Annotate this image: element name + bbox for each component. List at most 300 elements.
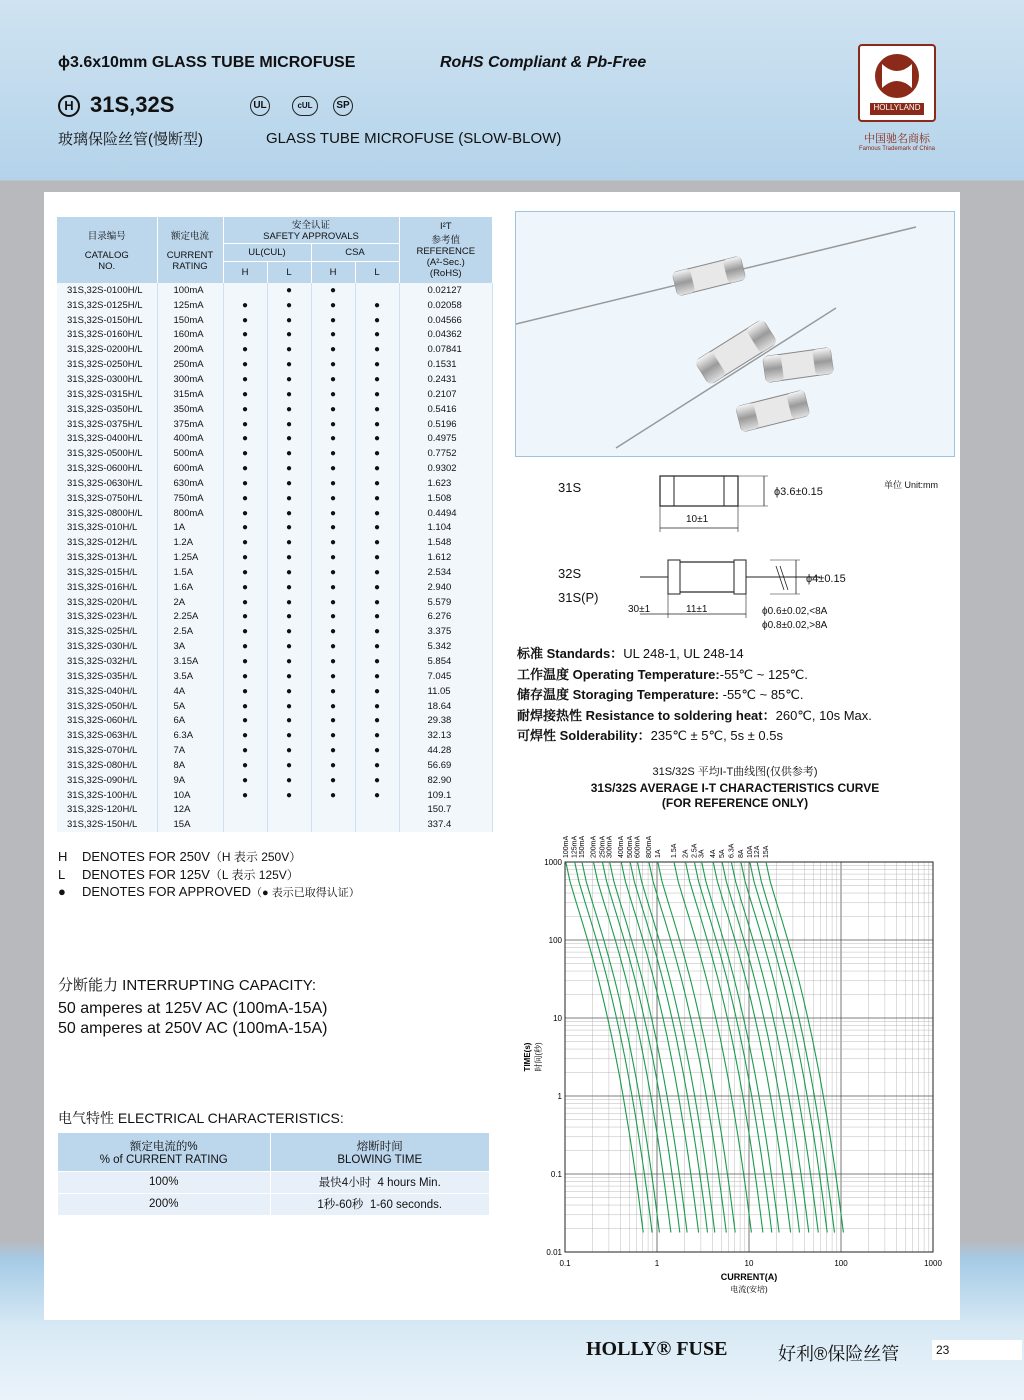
current-rating: 315mA (157, 387, 223, 402)
logo-en: Famous Trademark of China (858, 146, 936, 152)
curve-label: 1.5A (670, 843, 678, 858)
ul-l-mark: ● (267, 713, 311, 728)
ul-l-mark: ● (267, 402, 311, 417)
ul-l-mark: ● (267, 758, 311, 773)
ul-l-mark: ● (267, 491, 311, 506)
x-tick-label: 1000 (924, 1259, 942, 1268)
csa-h-mark: ● (311, 431, 355, 446)
current-rating: 3A (157, 639, 223, 654)
curve-label: 2A (682, 849, 690, 858)
current-rating: 100mA (157, 283, 223, 298)
current-rating: 12A (157, 803, 223, 818)
current-rating: 6A (157, 713, 223, 728)
table-row (57, 387, 493, 402)
csa-h-mark: ● (311, 758, 355, 773)
catalog-no: 31S,32S-0250H/L (57, 357, 157, 372)
csa-h-mark: ● (311, 713, 355, 728)
ul-l-mark (267, 817, 311, 832)
ul-l-mark (267, 803, 311, 818)
curve-label: 10A (746, 845, 754, 858)
curve-label: 800mA (645, 835, 653, 858)
csa-h-mark: ● (311, 476, 355, 491)
csa-l-mark: ● (355, 387, 399, 402)
curve-label: 400mA (618, 835, 626, 858)
catalog-no: 31S,32S-0315H/L (57, 387, 157, 402)
ul-l-mark: ● (267, 743, 311, 758)
x-tick-label: 100 (834, 1259, 848, 1268)
catalog-no: 31S,32S-030H/L (57, 639, 157, 654)
ul-h-mark: ● (223, 654, 267, 669)
current-rating: 9A (157, 773, 223, 788)
ul-h-mark: ● (223, 357, 267, 372)
catalog-no: 31S,32S-0160H/L (57, 328, 157, 343)
col-reference: I²T 参考值 REFERENCE (A²-Sec.) (RoHS) (399, 217, 493, 283)
catalog-no: 31S,32S-032H/L (57, 654, 157, 669)
table-row (57, 610, 493, 625)
ul-h-mark: ● (223, 565, 267, 580)
csa-l-mark: ● (355, 699, 399, 714)
col-ul-h: H (223, 261, 267, 283)
table-row (57, 624, 493, 639)
current-rating: 6.3A (157, 728, 223, 743)
table-row (57, 313, 493, 328)
ul-l-mark: ● (267, 372, 311, 387)
product-photo (515, 211, 955, 457)
catalog-no: 31S,32S-0750H/L (57, 491, 157, 506)
csa-l-mark: ● (355, 417, 399, 432)
ul-h-mark: ● (223, 684, 267, 699)
curve-600mA (637, 862, 714, 1233)
csa-h-mark: ● (311, 565, 355, 580)
ul-h-mark: ● (223, 758, 267, 773)
csa-h-mark: ● (311, 342, 355, 357)
ul-h-mark: ● (223, 580, 267, 595)
table-row (57, 372, 493, 387)
table-row: 100% 最快4小时 4 hours Min. (58, 1171, 490, 1193)
electrical-title: 电气特性 ELECTRICAL CHARACTERISTICS: (58, 1110, 344, 1126)
ul-l-mark: ● (267, 550, 311, 565)
curve-label: 250mA (599, 835, 607, 858)
curve-150mA (582, 862, 659, 1233)
model-title (58, 92, 174, 118)
current-rating: 2A (157, 595, 223, 610)
catalog-no: 31S,32S-015H/L (57, 565, 157, 580)
curve-label: 8A (737, 849, 745, 858)
csa-l-mark: ● (355, 713, 399, 728)
i2t-value: 7.045 (399, 669, 493, 684)
col-csa-h: H (311, 261, 355, 283)
csa-h-mark: ● (311, 610, 355, 625)
csa-l-mark: ● (355, 669, 399, 684)
ul-l-mark: ● (267, 773, 311, 788)
csa-h-mark: ● (311, 417, 355, 432)
curve-label: 15A (762, 845, 770, 858)
current-rating: 800mA (157, 506, 223, 521)
csa-l-mark: ● (355, 342, 399, 357)
model-number: 31S,32S (90, 92, 175, 117)
table-row (57, 298, 493, 313)
csa-l-mark: ● (355, 639, 399, 654)
catalog-no: 31S,32S-050H/L (57, 699, 157, 714)
csa-l-mark: ● (355, 298, 399, 313)
i2t-value: 29.38 (399, 713, 493, 728)
x-tick-label: 1 (654, 1259, 660, 1268)
i2t-value: 0.9302 (399, 461, 493, 476)
drawing-31s-label: 31S (558, 480, 582, 495)
wire-diameter-large: ϕ0.8±0.02,>8A (762, 620, 828, 631)
csa-h-mark: ● (311, 639, 355, 654)
table-row (57, 728, 493, 743)
ul-l-mark: ● (267, 357, 311, 372)
catalog-no: 31S,32S-0150H/L (57, 313, 157, 328)
table-row (57, 743, 493, 758)
curve-300mA (610, 862, 687, 1233)
table-row (57, 357, 493, 372)
csa-l-mark: ● (355, 550, 399, 565)
i2t-value: 82.90 (399, 773, 493, 788)
current-rating: 3.5A (157, 669, 223, 684)
ul-l-mark: ● (267, 654, 311, 669)
ul-l-mark: ● (267, 446, 311, 461)
drawing-31sp-label: 31S(P) (558, 590, 599, 605)
catalog-no: 31S,32S-063H/L (57, 728, 157, 743)
csa-l-mark (355, 803, 399, 818)
csa-l-mark: ● (355, 431, 399, 446)
current-rating: 300mA (157, 372, 223, 387)
table-row (57, 639, 493, 654)
legend-l: L DENOTES FOR 125V（L 表示 125V） (58, 867, 299, 882)
catalog-no: 31S,32S-0350H/L (57, 402, 157, 417)
i2t-value: 0.1531 (399, 357, 493, 372)
h-logo-icon: H (58, 95, 80, 117)
footer-brand-cn: 好利®保险丝管 (778, 1344, 900, 1364)
curve-label: 600mA (634, 835, 642, 858)
catalog-no: 31S,32S-040H/L (57, 684, 157, 699)
ul-h-mark: ● (223, 535, 267, 550)
table-row (57, 446, 493, 461)
ul-l-mark: ● (267, 580, 311, 595)
y-tick-label: 10 (553, 1014, 562, 1023)
csa-h-mark: ● (311, 402, 355, 417)
ul-h-mark: ● (223, 639, 267, 654)
col-rating: 额定电流 CURRENT RATING (157, 217, 223, 283)
i2t-value: 2.534 (399, 565, 493, 580)
catalog-no: 31S,32S-080H/L (57, 758, 157, 773)
csa-l-mark (355, 817, 399, 832)
csa-l-mark: ● (355, 357, 399, 372)
csa-h-mark: ● (311, 684, 355, 699)
current-rating: 600mA (157, 461, 223, 476)
curve-label: 3A (698, 849, 706, 858)
current-rating: 4A (157, 684, 223, 699)
catalog-no: 31S,32S-0800H/L (57, 506, 157, 521)
current-rating: 750mA (157, 491, 223, 506)
curve-label: 12A (754, 845, 762, 858)
table-row (57, 491, 493, 506)
table-row (57, 684, 493, 699)
csa-l-mark (355, 283, 399, 298)
i2t-value: 1.508 (399, 491, 493, 506)
ul-l-mark: ● (267, 461, 311, 476)
ul-l-mark: ● (267, 506, 311, 521)
csa-h-mark: ● (311, 743, 355, 758)
csa-h-mark: ● (311, 699, 355, 714)
current-rating: 8A (157, 758, 223, 773)
ul-h-mark: ● (223, 431, 267, 446)
current-rating: 5A (157, 699, 223, 714)
ul-l-mark: ● (267, 387, 311, 402)
ul-h-mark: ● (223, 521, 267, 536)
csa-h-mark: ● (311, 728, 355, 743)
catalog-no: 31S,32S-010H/L (57, 521, 157, 536)
ul-h-mark: ● (223, 328, 267, 343)
current-rating: 200mA (157, 342, 223, 357)
catalog-no: 31S,32S-035H/L (57, 669, 157, 684)
ul-l-mark: ● (267, 417, 311, 432)
it-curve-chart (520, 818, 950, 1298)
y-tick-label: 1 (557, 1092, 562, 1101)
current-rating: 630mA (157, 476, 223, 491)
csa-l-mark: ● (355, 461, 399, 476)
table-row (57, 402, 493, 417)
ul-h-mark (223, 283, 267, 298)
i2t-value: 32.13 (399, 728, 493, 743)
i2t-value: 0.07841 (399, 342, 493, 357)
ul-h-mark: ● (223, 728, 267, 743)
ul-h-mark: ● (223, 476, 267, 491)
csa-l-mark: ● (355, 506, 399, 521)
current-rating: 1.5A (157, 565, 223, 580)
y-axis-label-cn: 时间(秒) (534, 1042, 543, 1072)
current-rating: 2.25A (157, 610, 223, 625)
csa-h-mark: ● (311, 313, 355, 328)
title-cn: 玻璃保险丝管(慢断型) (58, 131, 203, 148)
csa-h-mark (311, 803, 355, 818)
interrupting-250v: 50 amperes at 250V AC (100mA-15A) (58, 1020, 328, 1037)
table-row (57, 461, 493, 476)
i2t-value: 0.5416 (399, 402, 493, 417)
current-rating: 400mA (157, 431, 223, 446)
ul-h-mark: ● (223, 298, 267, 313)
ul-l-mark: ● (267, 565, 311, 580)
ul-h-mark: ● (223, 387, 267, 402)
csa-h-mark: ● (311, 328, 355, 343)
legend-h: H DENOTES FOR 250V（H 表示 250V） (58, 849, 302, 864)
x-axis-label: CURRENT(A) (720, 1272, 778, 1282)
csa-l-mark: ● (355, 580, 399, 595)
catalog-no: 31S,32S-0630H/L (57, 476, 157, 491)
i2t-value: 1.612 (399, 550, 493, 565)
table-row (57, 550, 493, 565)
col-csa: CSA (311, 243, 399, 261)
i2t-value: 0.04566 (399, 313, 493, 328)
i2t-value: 11.05 (399, 684, 493, 699)
ul-h-mark (223, 817, 267, 832)
catalog-no: 31S,32S-013H/L (57, 550, 157, 565)
ul-cert-icon: UL (250, 96, 270, 116)
table-row (57, 699, 493, 714)
i2t-value: 18.64 (399, 699, 493, 714)
catalog-no: 31S,32S-090H/L (57, 773, 157, 788)
table-row (57, 580, 493, 595)
ul-h-mark: ● (223, 773, 267, 788)
i2t-value: 337.4 (399, 817, 493, 832)
unit-label: 单位 Unit:mm (884, 480, 939, 490)
ul-l-mark: ● (267, 788, 311, 803)
table-row (57, 506, 493, 521)
table-row (57, 565, 493, 580)
curve-label: 500mA (627, 835, 635, 858)
interrupting-title: 分断能力 INTERRUPTING CAPACITY: (58, 977, 317, 994)
ul-l-mark: ● (267, 595, 311, 610)
csa-l-mark: ● (355, 565, 399, 580)
ul-h-mark: ● (223, 713, 267, 728)
ul-h-mark: ● (223, 446, 267, 461)
ul-h-mark: ● (223, 743, 267, 758)
interrupting-125v: 50 amperes at 125V AC (100mA-15A) (58, 1000, 328, 1017)
ul-l-mark: ● (267, 431, 311, 446)
csa-l-mark: ● (355, 773, 399, 788)
current-rating: 1.6A (157, 580, 223, 595)
ul-l-mark: ● (267, 624, 311, 639)
ul-l-mark: ● (267, 728, 311, 743)
csa-l-mark: ● (355, 743, 399, 758)
ul-h-mark: ● (223, 313, 267, 328)
i2t-value: 109.1 (399, 788, 493, 803)
catalog-no: 31S,32S-0300H/L (57, 372, 157, 387)
curve-100mA (566, 862, 643, 1233)
table-row: 200% 1秒-60秒 1-60 seconds. (58, 1193, 490, 1215)
s32-body-length: 11±1 (686, 604, 708, 615)
ul-h-mark: ● (223, 610, 267, 625)
ul-h-mark: ● (223, 461, 267, 476)
i2t-value: 0.04362 (399, 328, 493, 343)
current-rating: 500mA (157, 446, 223, 461)
current-rating: 160mA (157, 328, 223, 343)
csa-h-mark: ● (311, 773, 355, 788)
curve-label: 150mA (578, 835, 586, 858)
curve-label: 200mA (590, 835, 598, 858)
ul-h-mark: ● (223, 699, 267, 714)
drawing-32s-label: 32S (558, 566, 582, 581)
logo-cn: 中国驰名商标 (864, 133, 930, 145)
catalog-no: 31S,32S-016H/L (57, 580, 157, 595)
table-row (57, 342, 493, 357)
csa-l-mark: ● (355, 476, 399, 491)
table-row (57, 595, 493, 610)
csa-h-mark: ● (311, 669, 355, 684)
csa-h-mark: ● (311, 535, 355, 550)
ul-l-mark: ● (267, 342, 311, 357)
curve-3A (702, 862, 779, 1233)
i2t-value: 0.2107 (399, 387, 493, 402)
table-row (57, 713, 493, 728)
ul-l-mark: ● (267, 313, 311, 328)
catalog-table (57, 217, 493, 832)
i2t-value: 6.276 (399, 610, 493, 625)
table-row (57, 476, 493, 491)
electrical-table (58, 1133, 490, 1215)
i2t-value: 0.7752 (399, 446, 493, 461)
catalog-no: 31S,32S-060H/L (57, 713, 157, 728)
i2t-value: 0.02058 (399, 298, 493, 313)
wire-diameter-small: ϕ0.6±0.02,<8A (762, 606, 828, 617)
ul-h-mark: ● (223, 342, 267, 357)
csa-h-mark (311, 817, 355, 832)
curve-label: 100mA (562, 835, 570, 858)
y-axis-label: TIME(s) (523, 1042, 532, 1072)
csa-l-mark: ● (355, 491, 399, 506)
table-row (57, 521, 493, 536)
csa-l-mark: ● (355, 758, 399, 773)
ul-h-mark: ● (223, 550, 267, 565)
table-row (57, 669, 493, 684)
csa-h-mark: ● (311, 387, 355, 402)
csa-l-mark: ● (355, 521, 399, 536)
ul-l-mark: ● (267, 328, 311, 343)
ul-h-mark: ● (223, 669, 267, 684)
curve-label: 125mA (571, 835, 579, 858)
solderability-line: 可焊性 Solderability：235℃ ± 5℃, 5s ± 0.5s (517, 728, 784, 743)
curve-200mA (594, 862, 671, 1233)
csa-h-mark: ● (311, 580, 355, 595)
cul-cert-icon: cUL (292, 96, 318, 116)
curve-label: 1A (654, 849, 662, 858)
csa-cert-icon: SP (333, 96, 353, 116)
ul-h-mark: ● (223, 506, 267, 521)
chart-title-en: 31S/32S AVERAGE I-T CHARACTERISTICS CURVE (590, 781, 880, 795)
current-rating: 3.15A (157, 654, 223, 669)
i2t-value: 2.940 (399, 580, 493, 595)
header-title: ϕ3.6x10mm GLASS TUBE MICROFUSE (58, 54, 356, 71)
catalog-no: 31S,32S-0100H/L (57, 283, 157, 298)
ul-l-mark: ● (267, 699, 311, 714)
curve-label: 6.3A (728, 843, 736, 858)
i2t-value: 56.69 (399, 758, 493, 773)
ul-h-mark: ● (223, 491, 267, 506)
legend-approved: ● DENOTES FOR APPROVED（● 表示已取得认证） (58, 884, 360, 899)
ul-l-mark: ● (267, 521, 311, 536)
y-tick-label: 0.1 (550, 1170, 562, 1179)
catalog-table-body (57, 283, 493, 832)
ul-l-mark: ● (267, 535, 311, 550)
catalog-no: 31S,32S-0500H/L (57, 446, 157, 461)
ul-l-mark: ● (267, 639, 311, 654)
csa-l-mark: ● (355, 788, 399, 803)
csa-l-mark: ● (355, 684, 399, 699)
csa-h-mark: ● (311, 595, 355, 610)
csa-l-mark: ● (355, 402, 399, 417)
x-tick-label: 0.1 (559, 1259, 571, 1268)
current-rating: 7A (157, 743, 223, 758)
csa-h-mark: ● (311, 283, 355, 298)
ul-l-mark: ● (267, 283, 311, 298)
i2t-value: 1.548 (399, 535, 493, 550)
current-rating: 125mA (157, 298, 223, 313)
operating-temp-line: 工作温度 Operating Temperature:-55℃ ~ 125℃. (517, 667, 808, 682)
i2t-value: 5.854 (399, 654, 493, 669)
i2t-value: 0.5196 (399, 417, 493, 432)
col-safety: 安全认证 SAFETY APPROVALS (223, 217, 399, 243)
i2t-value: 1.104 (399, 521, 493, 536)
curve-800mA (649, 862, 726, 1233)
logo-brand: HOLLYLAND (873, 103, 921, 112)
catalog-no: 31S,32S-0125H/L (57, 298, 157, 313)
csa-l-mark: ● (355, 446, 399, 461)
current-rating: 10A (157, 788, 223, 803)
col-ul: UL(CUL) (223, 243, 311, 261)
csa-h-mark: ● (311, 372, 355, 387)
